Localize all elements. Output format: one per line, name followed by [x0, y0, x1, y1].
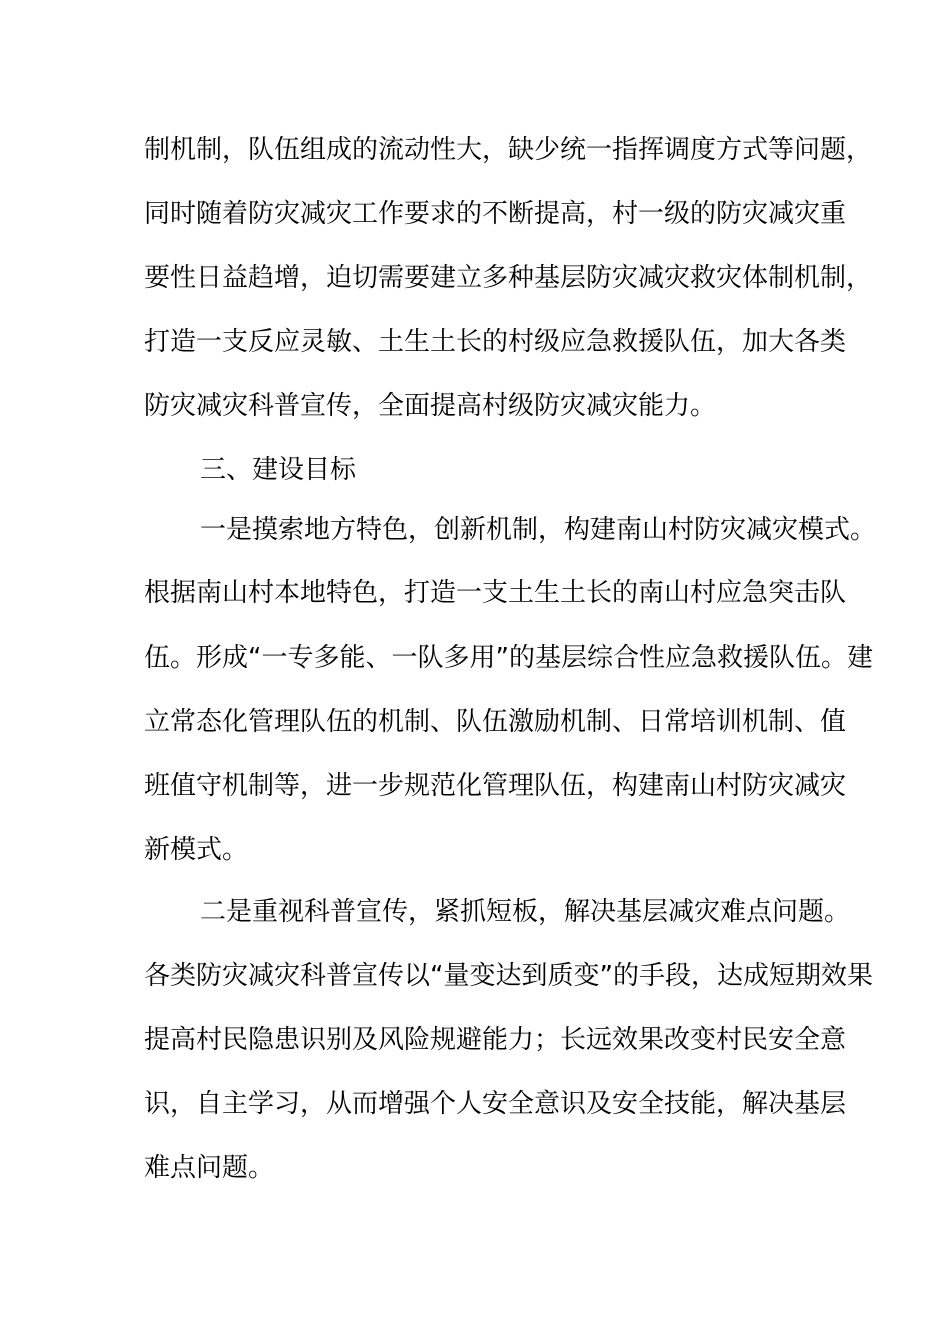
text-line-3: 要性日益趋增，迫切需要建立多种基层防灾减灾救灾体制机制， — [144, 263, 873, 293]
text-line-11: 班值守机制等，进一步规范化管理队伍，构建南山村防灾减灾 — [144, 771, 847, 801]
section-heading: 三、建设目标 — [200, 455, 357, 485]
text-line-10: 立常态化管理队伍的机制、队伍激励机制、日常培训机制、值 — [144, 707, 847, 737]
text-line-14: 各类防灾减灾科普宣传以“量变达到质变”的手段，达成短期效果 — [144, 961, 873, 991]
text-line-4: 打造一支反应灵敏、土生土长的村级应急救援队伍，加大各类 — [144, 327, 847, 357]
text-line-5: 防灾减灾科普宣传，全面提高村级防灾减灾能力。 — [144, 391, 717, 421]
text-line-1: 制机制，队伍组成的流动性大，缺少统一指挥调度方式等问题， — [144, 135, 873, 165]
text-line-8: 根据南山村本地特色，打造一支土生土长的南山村应急突击队 — [144, 578, 847, 608]
text-line-16: 识，自主学习，从而增强个人安全意识及安全技能，解决基层 — [144, 1089, 847, 1119]
text-line-17: 难点问题。 — [144, 1153, 275, 1183]
text-line-7: 一是摸索地方特色，创新机制，构建南山村防灾减灾模式。 — [200, 515, 877, 545]
text-line-2: 同时随着防灾减灾工作要求的不断提高，村一级的防灾减灾重 — [144, 199, 847, 229]
text-line-13: 二是重视科普宣传，紧抓短板，解决基层减灾难点问题。 — [200, 897, 851, 927]
text-line-15: 提高村民隐患识别及风险规避能力；长远效果改变村民安全意 — [144, 1025, 847, 1055]
text-line-12: 新模式。 — [144, 835, 249, 865]
text-line-9: 伍。形成“一专多能、一队多用”的基层综合性应急救援队伍。建 — [144, 643, 873, 673]
